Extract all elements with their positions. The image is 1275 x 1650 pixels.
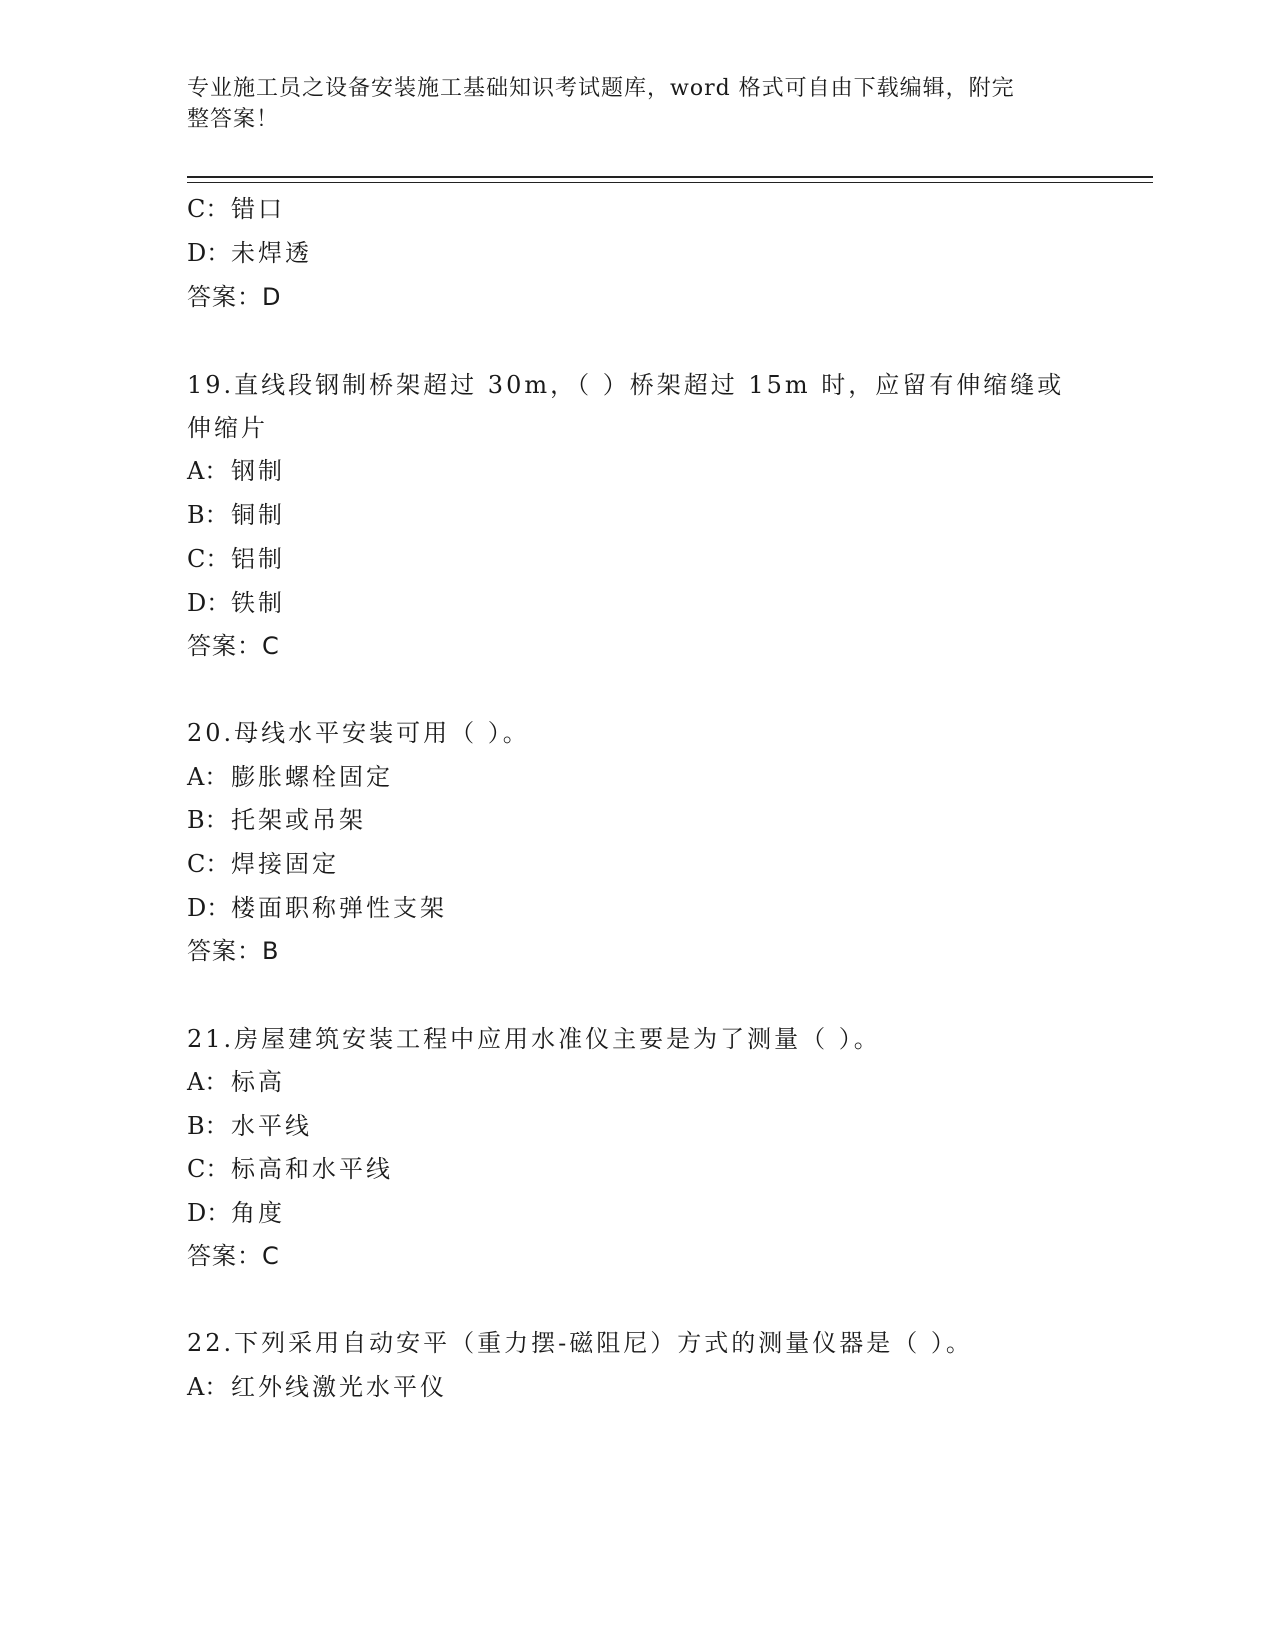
header-line-2: 整答案！ [187, 107, 280, 132]
question-21-option-a [187, 1067, 285, 1097]
question-21-option-b [187, 1111, 312, 1141]
question-20-stem: 20.母线水平安装可用（ ）。 [187, 719, 530, 747]
question-21-stem: 21.房屋建筑安装工程中应用水准仪主要是为了测量（ ）。 [187, 1025, 881, 1053]
answer-line: 答案：D [187, 283, 282, 311]
option-key: C： [187, 195, 230, 223]
question-19-option-b [187, 500, 285, 530]
question-20-option-a [187, 762, 393, 792]
option-text: 未焊透 [231, 239, 312, 267]
option-text: 铝制 [231, 545, 285, 573]
option-text: 铁制 [231, 589, 285, 617]
option-key: D： [187, 894, 231, 922]
option-key: B： [187, 501, 229, 529]
question-19-answer: 答案：C [187, 632, 280, 660]
option-key: A： [187, 763, 229, 791]
option-d [187, 238, 312, 268]
question-20-option-b [187, 805, 366, 835]
option-c [187, 194, 285, 224]
option-text: 楼面职称弹性支架 [231, 894, 447, 922]
option-text: 托架或吊架 [231, 806, 366, 834]
option-key: B： [187, 806, 229, 834]
question-20-option-c [187, 849, 339, 879]
question-19-option-d [187, 588, 285, 618]
question-20-answer: 答案：B [187, 937, 280, 965]
question-21-answer: 答案：C [187, 1242, 280, 1270]
header-divider [187, 176, 1153, 178]
option-key: D： [187, 239, 231, 267]
question-19-option-a [187, 456, 285, 486]
question-20-option-d [187, 893, 447, 923]
option-text: 焊接固定 [231, 850, 339, 878]
option-text: 角度 [231, 1199, 285, 1227]
option-key: C： [187, 850, 230, 878]
question-19-stem-cont: 伸缩片 [187, 414, 268, 442]
option-text: 膨胀螺栓固定 [231, 763, 393, 791]
option-text: 铜制 [231, 501, 285, 529]
option-key: B： [187, 1112, 229, 1140]
header-line-1: 专业施工员之设备安装施工基础知识考试题库，word 格式可自由下载编辑，附完 [187, 76, 1015, 101]
option-text: 标高 [231, 1068, 285, 1096]
option-text: 红外线激光水平仪 [231, 1373, 447, 1401]
question-22-option-a [187, 1372, 447, 1402]
question-19-stem: 19.直线段钢制桥架超过 30m，（ ）桥架超过 15m 时，应留有伸缩缝或 [187, 371, 1065, 399]
question-21-option-d [187, 1198, 285, 1228]
option-text: 水平线 [231, 1112, 312, 1140]
question-19-option-c [187, 544, 285, 574]
option-key: A： [187, 457, 229, 485]
header-divider-thin [187, 182, 1153, 183]
question-22-stem: 22.下列采用自动安平（重力摆-磁阻尼）方式的测量仪器是（ ）。 [187, 1329, 973, 1357]
option-key: A： [187, 1068, 229, 1096]
option-text: 标高和水平线 [231, 1155, 393, 1183]
option-key: D： [187, 1199, 231, 1227]
document-header [187, 73, 1067, 135]
option-key: C： [187, 545, 230, 573]
option-key: A： [187, 1373, 229, 1401]
option-key: C： [187, 1155, 230, 1183]
option-text: 错口 [231, 195, 285, 223]
question-21-option-c [187, 1154, 393, 1184]
option-key: D： [187, 589, 231, 617]
option-text: 钢制 [231, 457, 285, 485]
